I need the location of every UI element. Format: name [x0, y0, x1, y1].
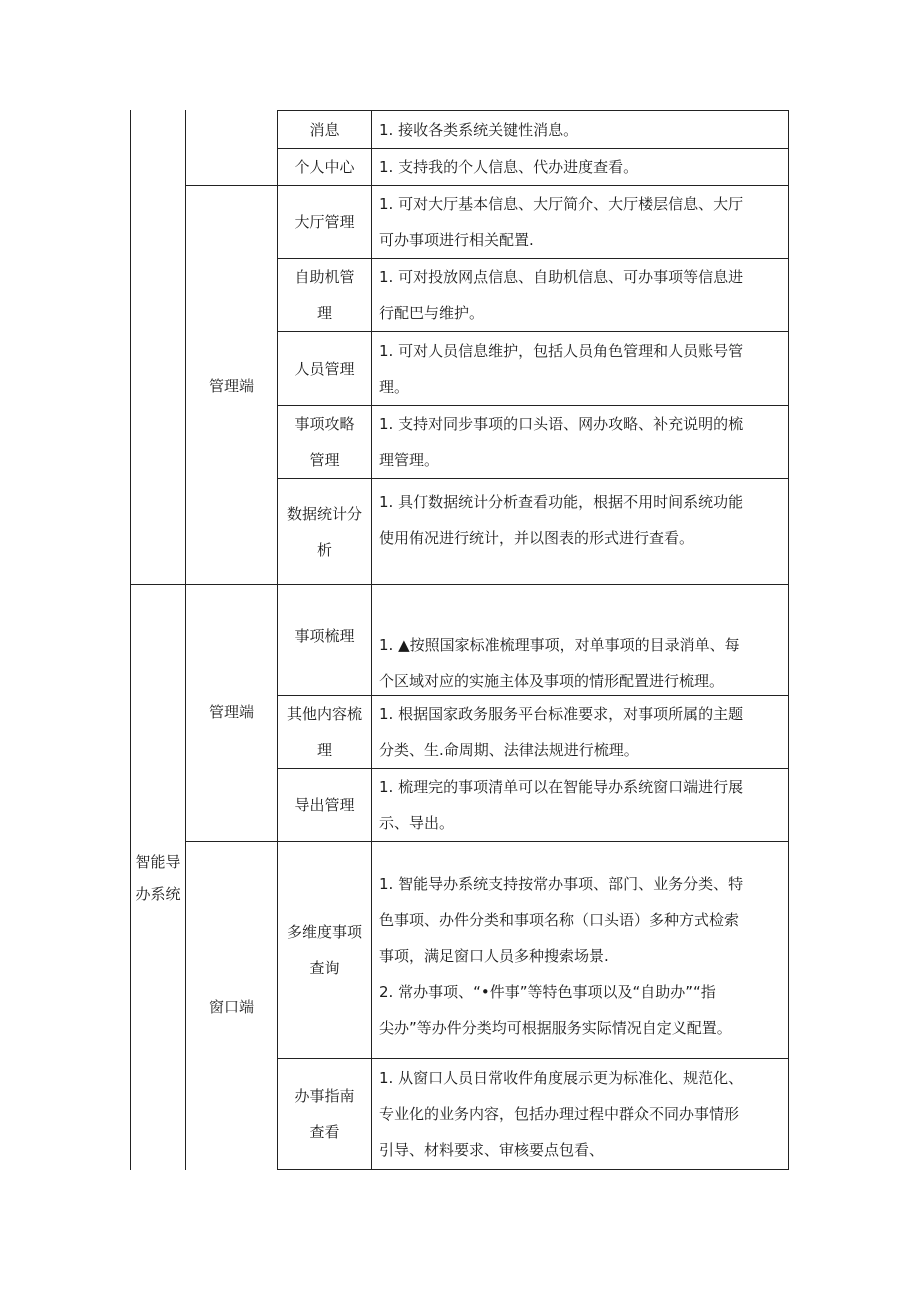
role-cell: [186, 842, 277, 1170]
table-row-item: 事项攻略 管理: [294, 415, 355, 469]
table-row-item: 大厅管理: [294, 213, 355, 231]
table-row-item: 数据统计分 析: [286, 504, 362, 559]
role-cell: [186, 186, 277, 584]
table-row-item: 人员管理: [294, 359, 355, 378]
table-row-item: 个人中心: [294, 158, 355, 176]
table-row-desc: 1. 可对大厅基本信息、大厅简介、大厅楼层信息、大厅 可办事项进行相关配置.: [379, 195, 744, 249]
table-row-desc: 1. 智能导办系统支持按常办事项、部门、业务分类、特 色事项、办件分类和事项名称（口头语）多种方式检索 事项，满足窗口人员多种搜索场景. 2. 常办事项、“•件事”等特色事项以及“自助办”“指 尖办”等办件分类均可根据服务实际情况自定义配置。: [379, 875, 744, 1037]
table-row-item: 办事指南 查看: [294, 1087, 355, 1141]
table-row-desc: 1. 支持对同步事项的口头语、网办攻略、补充说明的梳 理管理。: [379, 415, 744, 469]
table-row-item: 自助机管 理: [294, 268, 355, 322]
table-row-desc: 1. 接收各类系统关键性消息。: [379, 120, 579, 139]
table-row-desc: 1. 从窗口人员日常收件角度展示更为标准化、规范化、 专业化的业务内容，包括办理过程中群众不同办事情形 引导、材料要求、审核要点包看、: [379, 1069, 744, 1159]
role-cell: [186, 585, 277, 841]
table-row-desc: 1. 支持我的个人信息、代办进度查看。: [379, 158, 639, 176]
system-cell: [131, 585, 185, 1170]
role-label: 管理端: [208, 376, 254, 395]
role-label: 窗口端: [208, 997, 254, 1016]
table-row-item: 导出管理: [294, 796, 355, 814]
table-row-desc: 1. 根据国家政务服务平台标准要求，对事项所属的主题 分类、生.命周期、法律法规进行梳理。: [379, 705, 744, 759]
table-row-desc: 1. 梳理完的事项清单可以在智能导办系统窗口端进行展 示、导出。: [379, 778, 744, 832]
role-label: 管理端: [208, 703, 254, 721]
table-row-desc: 1. 可对投放网点信息、自助机信息、可办事项等信息进 行配巴与维护。: [379, 268, 744, 322]
system-label: 智能导 办系统: [135, 852, 181, 903]
table-row-item: 事项梳理: [294, 627, 355, 645]
table-row-item: 消息: [309, 120, 340, 139]
table-row-item: 多维度事项 查询: [286, 923, 362, 977]
table-row-desc: 1. 具仃数据统计分析查看功能，根据不用时间系统功能 使用侑况进行统计，并以图表的形式进行查看。: [379, 493, 744, 547]
table-row-item: 其他内容梳 理: [286, 705, 362, 759]
table-row-desc: 1. 可对人员信息维护，包括人员角色管理和人员账号管 理。: [379, 341, 744, 396]
table-row-desc: 1. ▲按照国家标准梳理事项，对单事项的目录消单、每 个区域对应的实施主体及事项的情形配置进行梳理。: [379, 636, 740, 690]
